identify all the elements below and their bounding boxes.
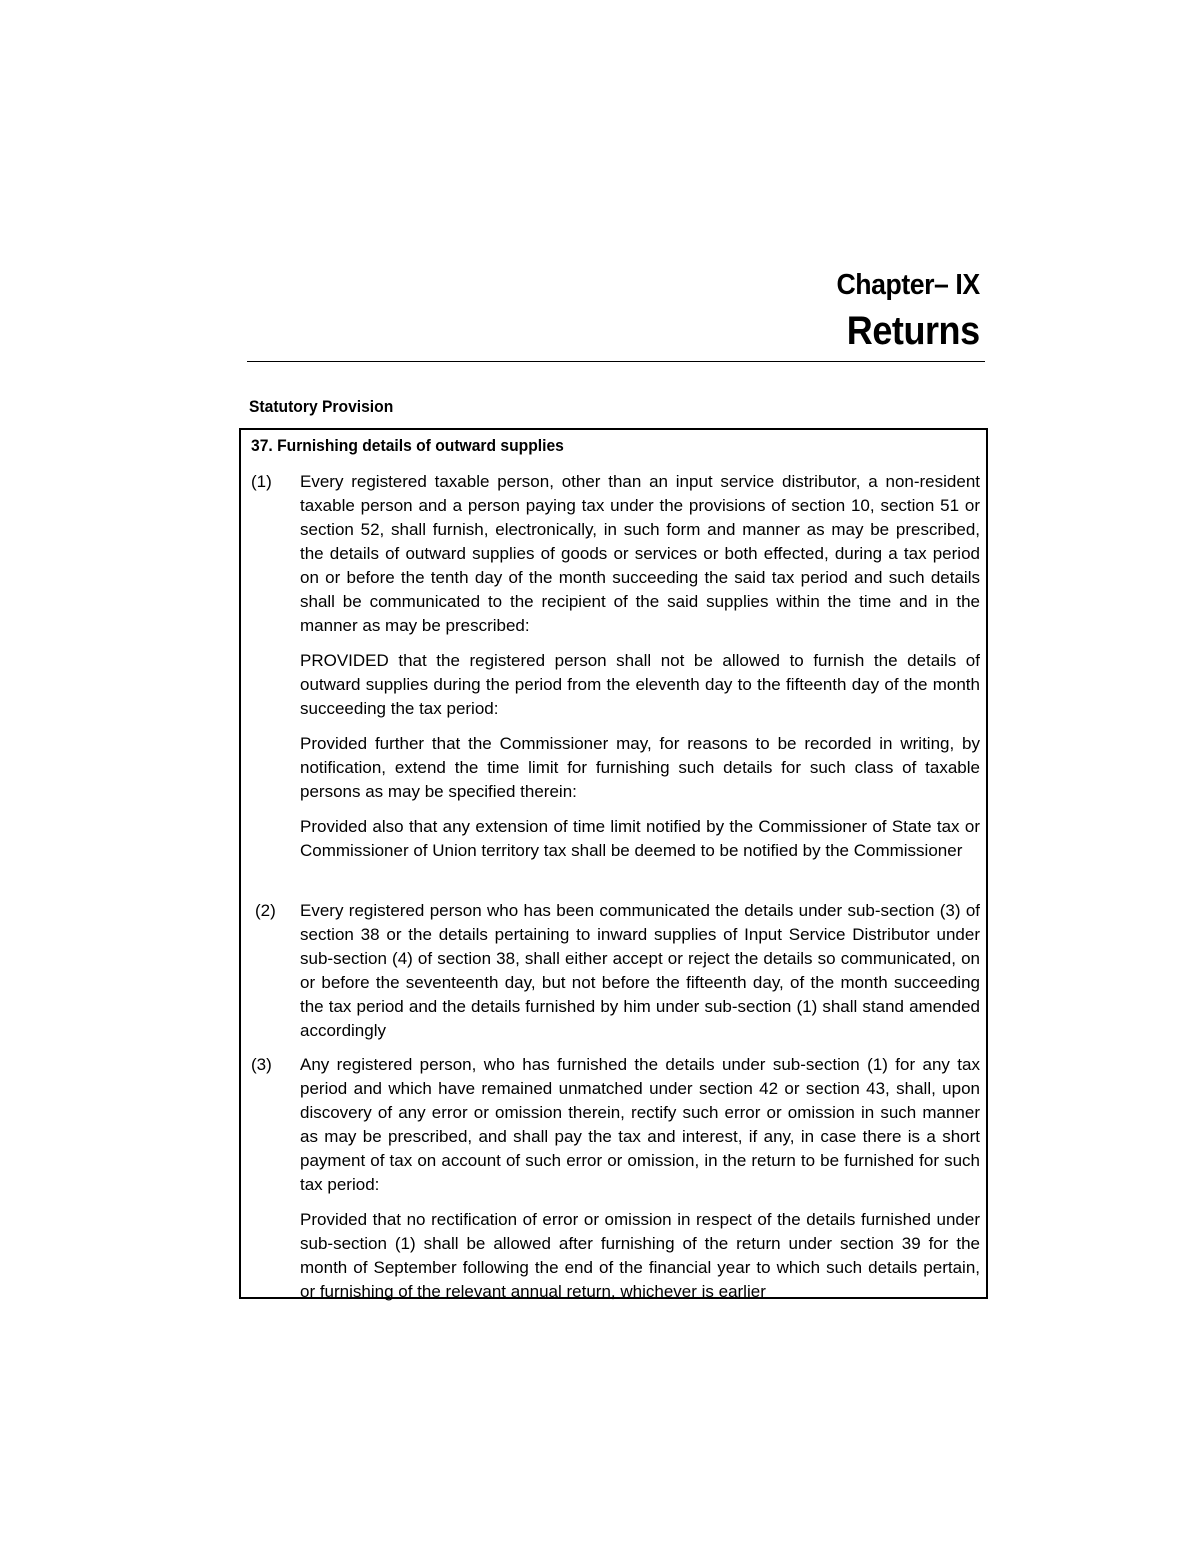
subsection-3-number: (3) <box>251 1055 272 1074</box>
statutory-provision-label: Statutory Provision <box>249 397 394 416</box>
subsection-2-text <box>300 899 980 1043</box>
subsection-3-text <box>300 1053 980 1197</box>
chapter-header <box>824 266 980 358</box>
subsection-1-proviso-1-text: PROVIDED that the registered person shall not be allowed to furnish the details of outward supplies during the period from the eleventh day to the fifteenth day of the month succeeding the tax period: <box>300 651 980 718</box>
subsection-3-proviso-1 <box>300 1208 980 1304</box>
chapter-number: Chapter– IX <box>836 269 980 301</box>
subsection-1-number: (1) <box>251 472 272 491</box>
header-divider <box>247 361 985 362</box>
subsection-1-proviso-3 <box>300 815 980 863</box>
provision-box <box>239 428 988 1299</box>
subsection-2-number: (2) <box>255 901 276 920</box>
subsection-2-body: Every registered person who has been communicated the details under sub-section (3) of section 38 or the details pertaining to inward supplies of Input Service Distributor under sub-section (4) of section 38, shall either accept or reject the details so communicated, on or before the seventeenth day, but not before the fifteenth day, of the month succeeding the tax period and the details furnished by him under sub-section (1) shall stand amended accordingly <box>300 901 980 1040</box>
subsection-1-proviso-1 <box>300 649 980 721</box>
subsection-3-body: Any registered person, who has furnished the details under sub-section (1) for any tax period and which have remained unmatched under section 42 or section 43, shall, upon discovery of any error or omission therein, rectify such error or omission in such manner as may be prescribed, and shall pay the tax and interest, if any, in case there is a short payment of tax on account of such error or omission, in the return to be furnished for such tax period: <box>300 1055 980 1194</box>
subsection-1-proviso-2-text: Provided further that the Commissioner may, for reasons to be recorded in writing, by notification, extend the time limit for furnishing such details for such class of taxable persons as may be specified therein: <box>300 734 980 801</box>
chapter-title: Returns <box>847 309 980 353</box>
subsection-3-proviso-1-text: Provided that no rectification of error or omission in respect of the details furnished under sub-section (1) shall be allowed after furnishing of the return under section 39 for the month of September following the end of the financial year to which such details pertain, or furnishing of the relevant annual return, whichever is earlier <box>300 1210 980 1301</box>
subsection-1-proviso-3-text: Provided also that any extension of time limit notified by the Commissioner of State tax or Commissioner of Union territory tax shall be deemed to be notified by the Commissioner <box>300 817 980 860</box>
section-heading: 37. Furnishing details of outward supplies <box>251 436 564 455</box>
subsection-1-body: Every registered taxable person, other than an input service distributor, a non-resident taxable person and a person paying tax under the provisions of section 10, section 51 or section 52, shall furnish, electronically, in such form and manner as may be prescribed, the details of outward supplies of goods or services or both effected, during a tax period on or before the tenth day of the month succeeding the said tax period and such details shall be communicated to the recipient of the said supplies within the time and in the manner as may be prescribed: <box>300 472 980 635</box>
subsection-1-text <box>300 470 980 638</box>
subsection-1-proviso-2 <box>300 732 980 804</box>
